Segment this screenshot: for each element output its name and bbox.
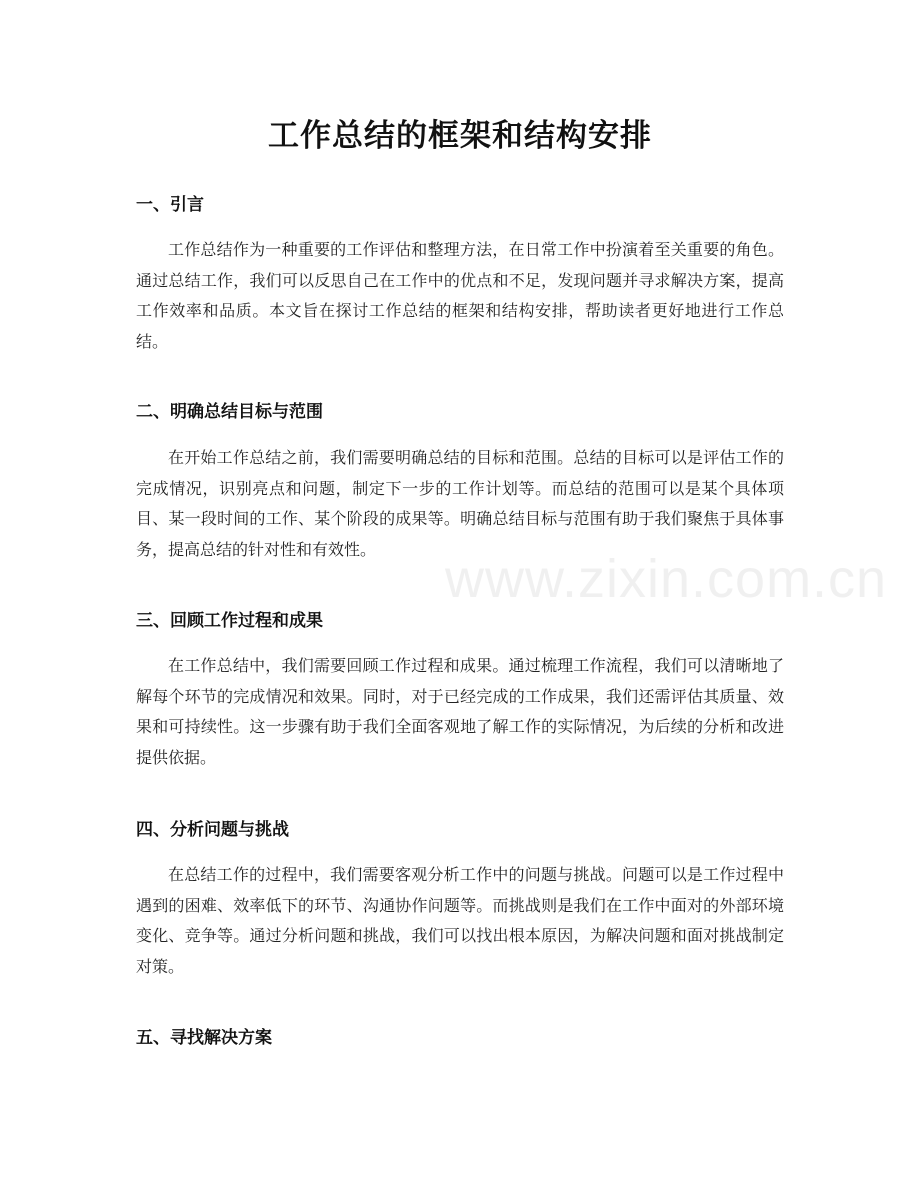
section-heading-introduction: 一、引言 xyxy=(136,195,204,215)
section-heading-find-solutions: 五、寻找解决方案 xyxy=(136,1028,272,1048)
section-body-analyze-problems: 在总结工作的过程中，我们需要客观分析工作中的问题与挑战。问题可以是工作过程中遇到的困难、效率低下的环节、沟通协作问题等。而挑战则是我们在工作中面对的外部环境变化、竞争等。通过分析问题和挑战，我们可以找出根本原因，为解决问题和面对挑战制定对策。 xyxy=(136,865,784,976)
section-heading-goals-scope: 二、明确总结目标与范围 xyxy=(136,402,323,422)
document-title: 工作总结的框架和结构安排 xyxy=(268,118,652,154)
section-body-review-process: 在工作总结中，我们需要回顾工作过程和成果。通过梳理工作流程，我们可以清晰地了解每个环节的完成情况和效果。同时，对于已经完成的工作成果，我们还需评估其质量、效果和可持续性。这一步骤有助于我们全面客观地了解工作的实际情况，为后续的分析和改进提供依据。 xyxy=(136,656,784,767)
section-body-introduction: 工作总结作为一种重要的工作评估和整理方法，在日常工作中扮演着至关重要的角色。通过总结工作，我们可以反思自己在工作中的优点和不足，发现问题并寻求解决方案，提高工作效率和品质。本文旨在探讨工作总结的框架和结构安排，帮助读者更好地进行工作总结。 xyxy=(136,240,784,351)
section-heading-analyze-problems: 四、分析问题与挑战 xyxy=(136,820,289,840)
section-body-goals-scope: 在开始工作总结之前，我们需要明确总结的目标和范围。总结的目标可以是评估工作的完成情况，识别亮点和问题，制定下一步的工作计划等。而总结的范围可以是某个具体项目、某一段时间的工作、某个阶段的成果等。明确总结目标与范围有助于我们聚焦于具体事务，提高总结的针对性和有效性。 xyxy=(136,448,784,559)
section-heading-review-process: 三、回顾工作过程和成果 xyxy=(136,611,323,631)
watermark-text: www.zixin.com.cn xyxy=(445,549,888,609)
